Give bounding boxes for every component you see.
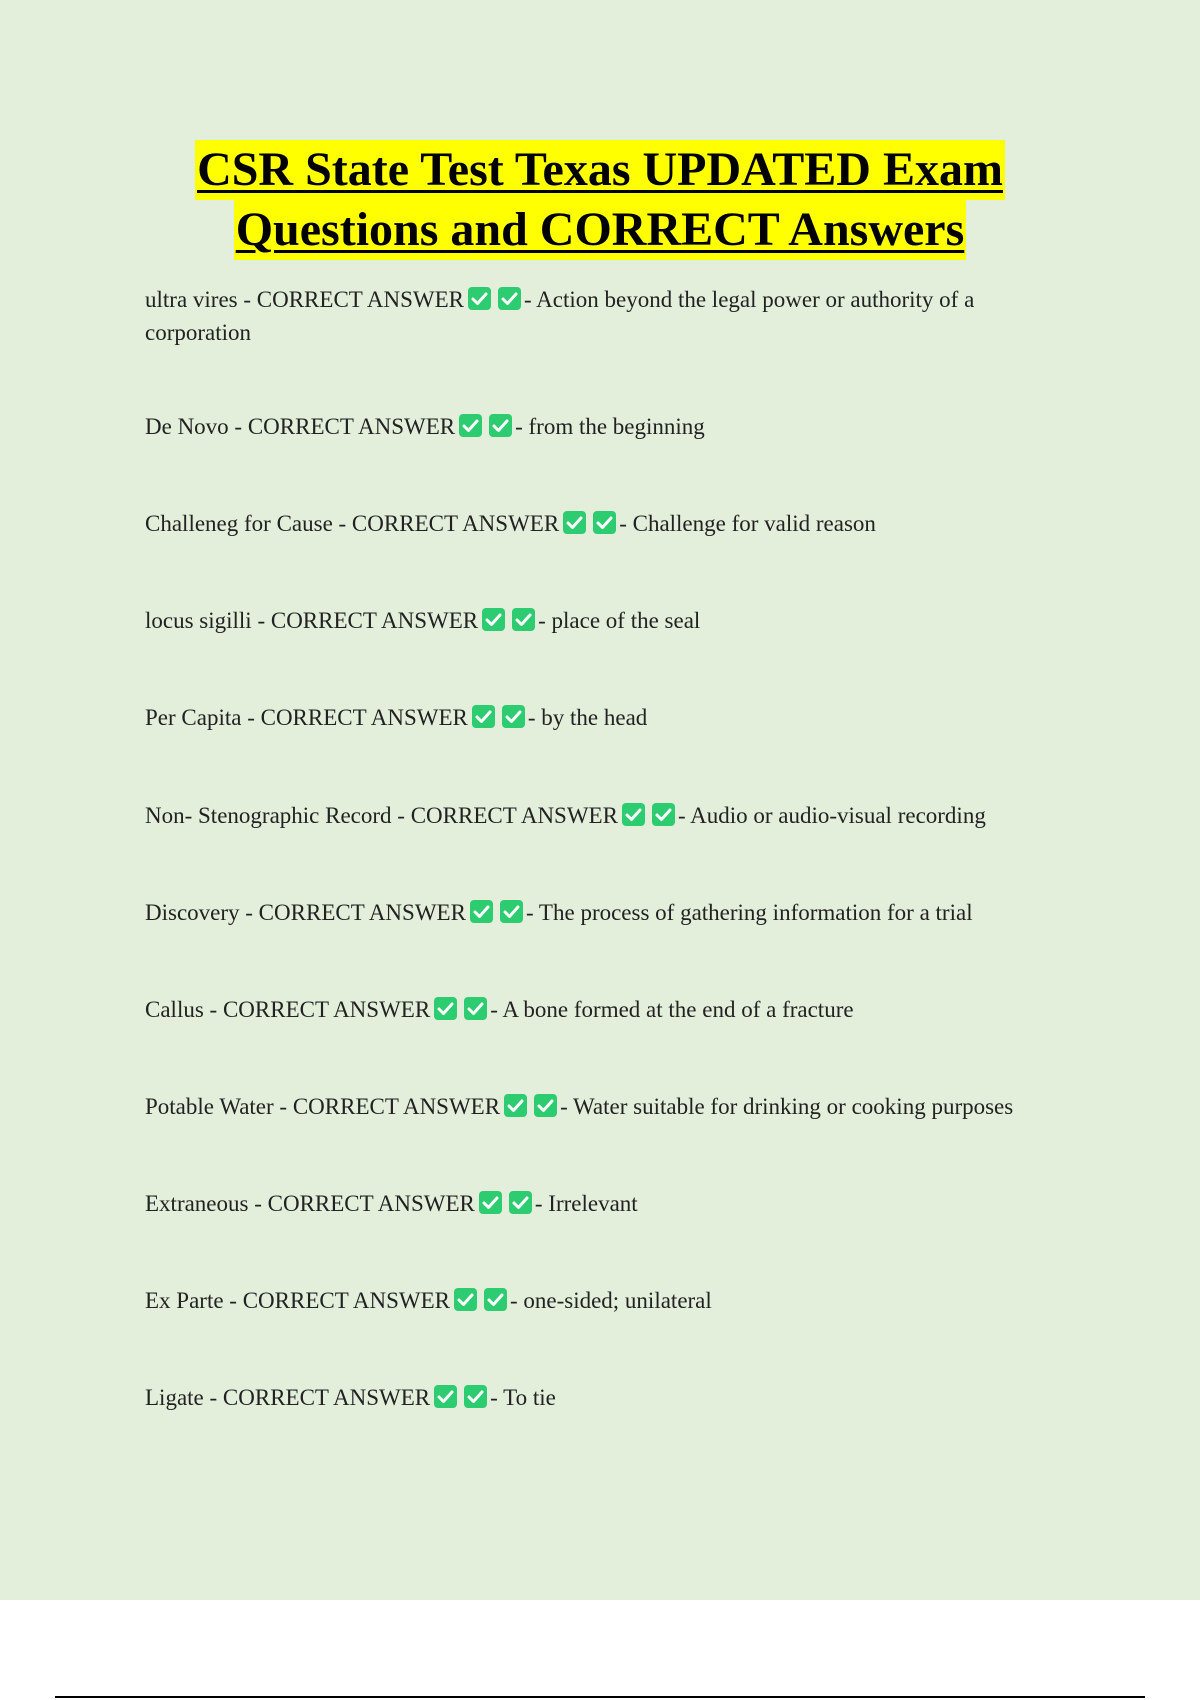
check-mark-icon: [512, 608, 535, 631]
entry-term: Ligate - CORRECT ANSWER: [145, 1385, 431, 1410]
entry-term: Potable Water - CORRECT ANSWER: [145, 1094, 501, 1119]
entry-term: Extraneous - CORRECT ANSWER: [145, 1191, 475, 1216]
entry-term: ultra vires - CORRECT ANSWER: [145, 287, 465, 312]
entry-definition: - one-sided; unilateral: [509, 1288, 712, 1313]
qa-entry: [145, 507, 1085, 540]
check-mark-icon: [468, 287, 491, 310]
entry-definition: - The process of gathering information for a trial: [525, 900, 973, 925]
qa-entry: [145, 1090, 1085, 1123]
title-line-1: CSR State Test Texas UPDATED Exam: [195, 140, 1005, 200]
entry-definition: - place of the seal: [538, 608, 701, 633]
qa-entry: [145, 1381, 1085, 1414]
check-mark-icon: [498, 287, 521, 310]
check-mark-icon: [509, 1191, 532, 1214]
check-mark-icon: [563, 511, 586, 534]
entry-term: Discovery - CORRECT ANSWER: [145, 900, 466, 925]
check-mark-icon: [464, 1385, 487, 1408]
qa-entry: [145, 701, 1085, 734]
entry-term: Ex Parte - CORRECT ANSWER: [145, 1288, 450, 1313]
check-mark-icon: [534, 1094, 557, 1117]
entry-term: De Novo - CORRECT ANSWER: [145, 414, 456, 439]
check-mark-icon: [472, 705, 495, 728]
entry-term: Non- Stenographic Record - CORRECT ANSWER: [145, 803, 618, 828]
entry-definition: - from the beginning: [515, 414, 705, 439]
check-mark-icon: [434, 1385, 457, 1408]
check-mark-icon: [484, 1288, 507, 1311]
entry-definition: - Irrelevant: [534, 1191, 638, 1216]
check-mark-icon: [459, 414, 482, 437]
check-mark-icon: [504, 1094, 527, 1117]
check-mark-icon: [500, 900, 523, 923]
qa-entry: [145, 410, 1085, 443]
qa-entry: [145, 799, 1085, 832]
entry-definition: - To tie: [490, 1385, 556, 1410]
entry-definition: - Water suitable for drinking or cooking purposes: [560, 1094, 1014, 1119]
page-title: [0, 140, 1200, 260]
check-mark-icon: [434, 997, 457, 1020]
entry-term: Challeneg for Cause - CORRECT ANSWER: [145, 511, 560, 536]
check-mark-icon: [593, 511, 616, 534]
entry-term: Per Capita - CORRECT ANSWER: [145, 705, 468, 730]
title-line-2: Questions and CORRECT Answers: [234, 200, 967, 260]
check-mark-icon: [652, 803, 675, 826]
entry-definition: - A bone formed at the end of a fracture: [490, 997, 854, 1022]
check-mark-icon: [464, 997, 487, 1020]
entry-definition: - Action beyond the legal power or authority of a corporation: [145, 287, 975, 345]
entry-definition: - Audio or audio-visual recording: [677, 803, 986, 828]
qa-entry: [145, 993, 1085, 1026]
check-mark-icon: [479, 1191, 502, 1214]
check-mark-icon: [489, 414, 512, 437]
entry-definition: - by the head: [527, 705, 648, 730]
check-mark-icon: [622, 803, 645, 826]
check-mark-icon: [470, 900, 493, 923]
qa-entry: [145, 283, 1085, 349]
qa-entry: [145, 604, 1085, 637]
qa-entry: [145, 896, 1085, 929]
check-mark-icon: [482, 608, 505, 631]
check-mark-icon: [502, 705, 525, 728]
entry-definition: - Challenge for valid reason: [619, 511, 876, 536]
entry-term: locus sigilli - CORRECT ANSWER: [145, 608, 479, 633]
qa-entry: [145, 1284, 1085, 1317]
footer-divider: [55, 1696, 1145, 1698]
entry-term: Callus - CORRECT ANSWER: [145, 997, 431, 1022]
check-mark-icon: [454, 1288, 477, 1311]
qa-entry: [145, 1187, 1085, 1220]
